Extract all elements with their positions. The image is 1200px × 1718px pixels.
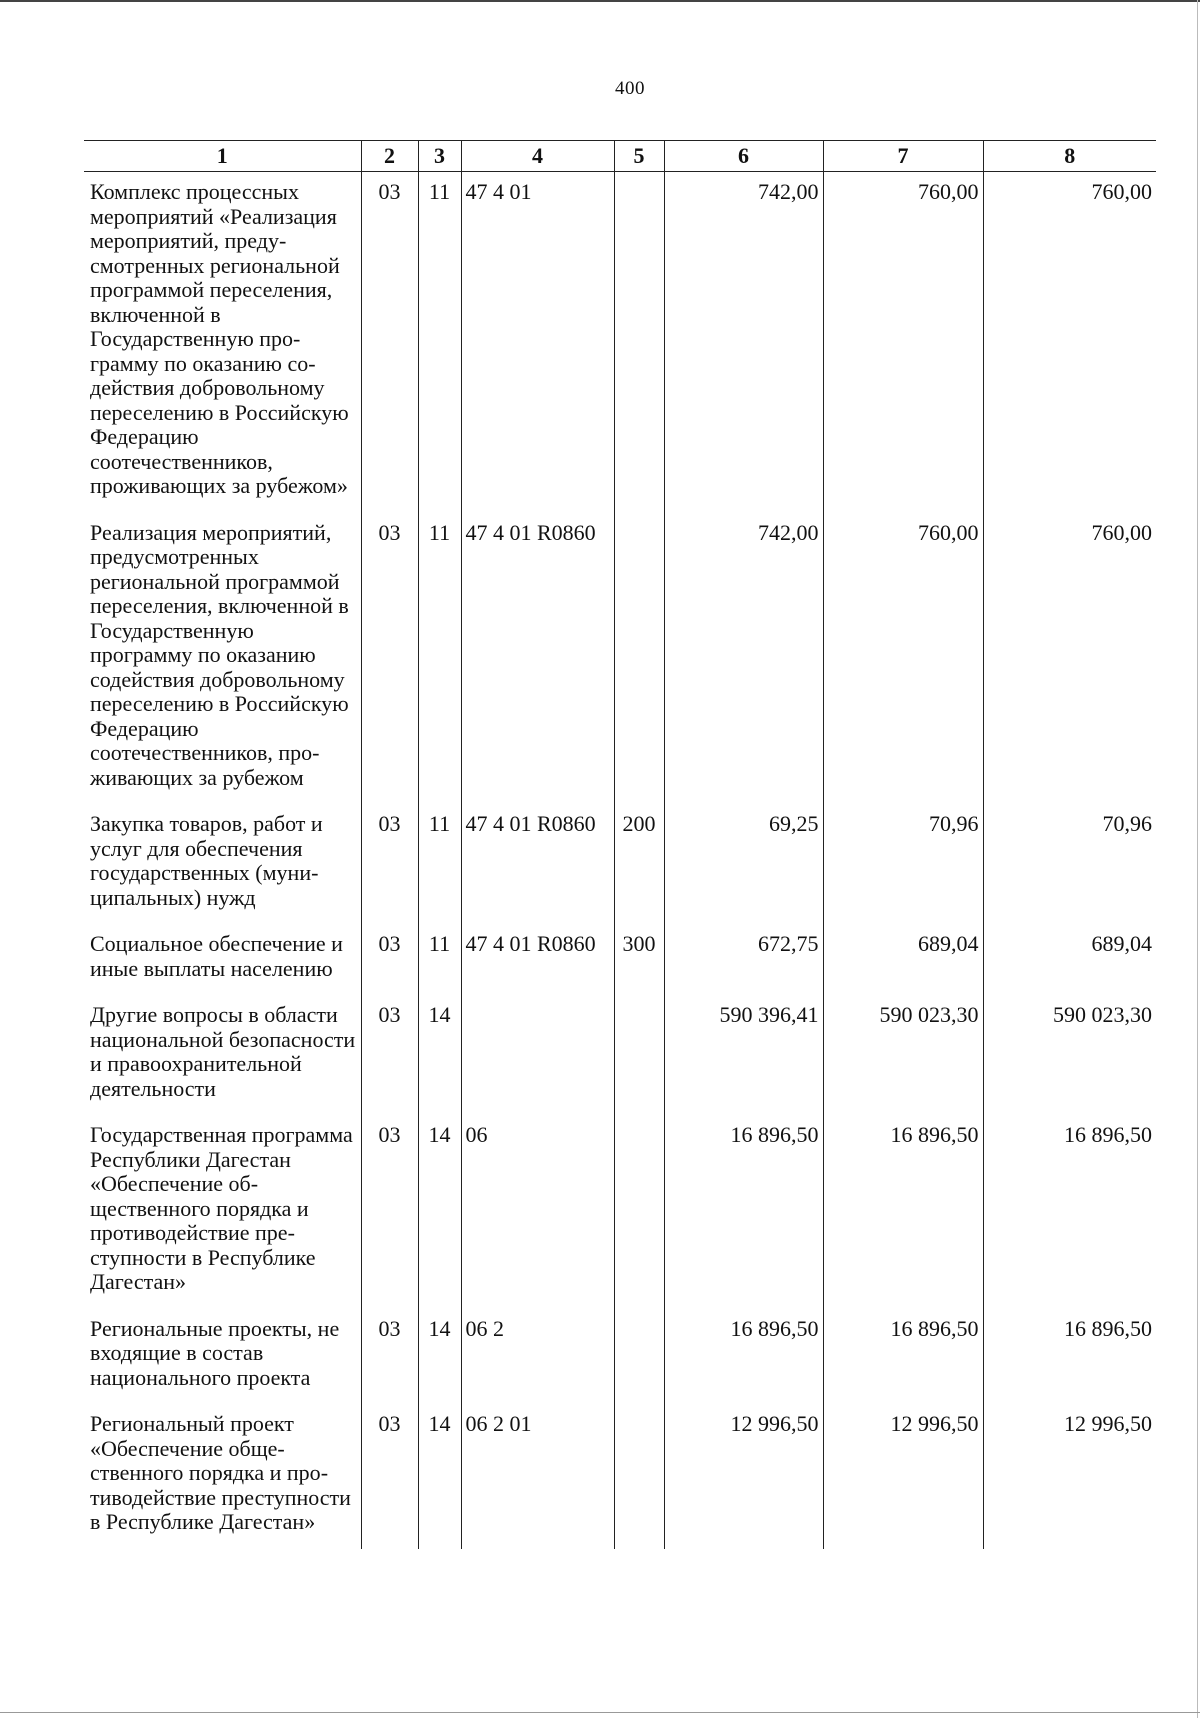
row-amount-col6: 16 896,50 (664, 1115, 823, 1309)
scan-edge-top (0, 0, 1200, 2)
row-amount-col6: 742,00 (664, 172, 823, 513)
row-name: Реализация мероприятий, предусмотренных региональной программой переселения, включенной в Государственную программу по оказанию содействия добровольному переселению в Российскую Федерацию соотечественников, проживающих за рубежом (84, 513, 361, 805)
row-amount-col8: 590 023,30 (983, 995, 1156, 1115)
row-target-code: 47 4 01 R0860 (461, 513, 614, 805)
budget-table (84, 140, 1156, 1549)
header-row (84, 141, 1156, 172)
page-number: 400 (615, 78, 645, 99)
row-amount-col7: 16 896,50 (823, 1115, 983, 1309)
row-target-code: 47 4 01 R0860 (461, 804, 614, 924)
row-subsection: 11 (418, 924, 461, 995)
row-name: Закупка товаров, работ и услуг для обеспечения государственных (муниципальных) нужд (84, 804, 361, 924)
row-amount-col7: 590 023,30 (823, 995, 983, 1115)
row-amount-col6: 742,00 (664, 513, 823, 805)
row-target-code: 06 2 (461, 1309, 614, 1405)
row-amount-col7: 689,04 (823, 924, 983, 995)
row-amount-col8: 16 896,50 (983, 1115, 1156, 1309)
row-amount-col8: 12 996,50 (983, 1404, 1156, 1549)
table-row (84, 1115, 1156, 1309)
row-name: Государственная программа Республики Дагестан «Обеспечение общественного порядка и противодействие преступности в Республике Дагестан» (84, 1115, 361, 1309)
row-name: Региональный проект «Обеспечение общественного порядка и противодействие преступности в Республике Дагестан» (84, 1404, 361, 1549)
header-col-1: 1 (84, 141, 361, 172)
row-amount-col8: 760,00 (983, 513, 1156, 805)
row-section: 03 (361, 513, 418, 805)
row-expense-type (614, 172, 664, 513)
row-expense-type: 200 (614, 804, 664, 924)
row-subsection: 11 (418, 513, 461, 805)
row-subsection: 11 (418, 172, 461, 513)
scan-edge-bottom (0, 1712, 1200, 1713)
row-amount-col7: 70,96 (823, 804, 983, 924)
row-amount-col6: 590 396,41 (664, 995, 823, 1115)
table-row (84, 1309, 1156, 1405)
row-section: 03 (361, 1404, 418, 1549)
row-name: Другие вопросы в области национальной безопасности и правоохранительной деятельности (84, 995, 361, 1115)
row-section: 03 (361, 172, 418, 513)
row-section: 03 (361, 1115, 418, 1309)
row-target-code: 06 (461, 1115, 614, 1309)
row-section: 03 (361, 1309, 418, 1405)
row-section: 03 (361, 995, 418, 1115)
table-header (84, 141, 1156, 172)
header-col-2: 2 (361, 141, 418, 172)
row-amount-col6: 16 896,50 (664, 1309, 823, 1405)
table-row (84, 513, 1156, 805)
row-expense-type: 300 (614, 924, 664, 995)
row-section: 03 (361, 804, 418, 924)
row-subsection: 14 (418, 1115, 461, 1309)
row-amount-col6: 69,25 (664, 804, 823, 924)
row-amount-col7: 12 996,50 (823, 1404, 983, 1549)
table-row (84, 924, 1156, 995)
header-col-4: 4 (461, 141, 614, 172)
table-row (84, 995, 1156, 1115)
table-row (84, 172, 1156, 513)
row-target-code: 47 4 01 R0860 (461, 924, 614, 995)
header-col-8: 8 (983, 141, 1156, 172)
table-row (84, 804, 1156, 924)
row-target-code: 47 4 01 (461, 172, 614, 513)
row-amount-col8: 689,04 (983, 924, 1156, 995)
header-col-3: 3 (418, 141, 461, 172)
row-target-code (461, 995, 614, 1115)
row-subsection: 14 (418, 1309, 461, 1405)
row-section: 03 (361, 924, 418, 995)
header-col-6: 6 (664, 141, 823, 172)
row-amount-col8: 70,96 (983, 804, 1156, 924)
scan-edge-right (1197, 0, 1198, 1718)
row-subsection: 14 (418, 1404, 461, 1549)
row-expense-type (614, 1404, 664, 1549)
row-name: Комплекс процессных мероприятий «Реализация мероприятий, предусмотренных региональной программой переселения, включенной в Государственную программу по оказанию содействия добровольному переселению в Российскую Федерацию соотечественников, проживающих за рубежом» (84, 172, 361, 513)
row-target-code: 06 2 01 (461, 1404, 614, 1549)
row-name: Социальное обеспечение и иные выплаты населению (84, 924, 361, 995)
table-row (84, 1404, 1156, 1549)
row-amount-col8: 760,00 (983, 172, 1156, 513)
row-expense-type (614, 1309, 664, 1405)
row-subsection: 14 (418, 995, 461, 1115)
row-amount-col7: 760,00 (823, 513, 983, 805)
row-expense-type (614, 1115, 664, 1309)
row-amount-col7: 760,00 (823, 172, 983, 513)
row-amount-col6: 672,75 (664, 924, 823, 995)
row-subsection: 11 (418, 804, 461, 924)
row-name: Региональные проекты, не входящие в состав национального проекта (84, 1309, 361, 1405)
table-body (84, 172, 1156, 1549)
row-amount-col6: 12 996,50 (664, 1404, 823, 1549)
header-col-7: 7 (823, 141, 983, 172)
row-amount-col8: 16 896,50 (983, 1309, 1156, 1405)
row-expense-type (614, 513, 664, 805)
row-amount-col7: 16 896,50 (823, 1309, 983, 1405)
header-col-5: 5 (614, 141, 664, 172)
row-expense-type (614, 995, 664, 1115)
